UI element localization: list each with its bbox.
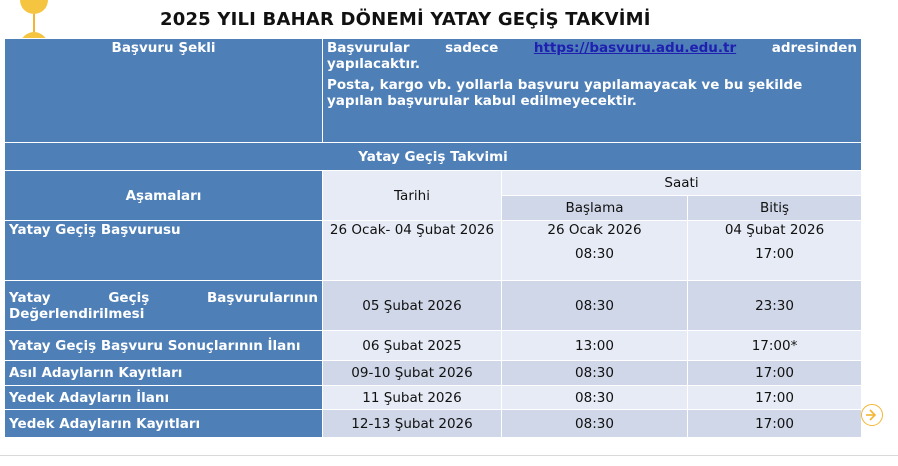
table-row <box>5 386 862 410</box>
header-row-1 <box>5 171 862 196</box>
row-asama: Asıl Adayların Kayıtları <box>5 361 323 386</box>
table-row <box>5 221 862 281</box>
table-row <box>5 361 862 386</box>
row-baslama <box>502 221 688 281</box>
row-bitis: 17:00 <box>688 410 862 438</box>
chevron-right-circle-icon <box>865 408 879 422</box>
decorative-circle <box>20 0 48 14</box>
row-bitis-date: 04 Şubat 2026 <box>724 222 825 238</box>
table-row <box>5 410 862 438</box>
row-tarih: 26 Ocak- 04 Şubat 2026 <box>323 221 502 281</box>
header-bitis: Bitiş <box>688 196 862 221</box>
header-saati: Saati <box>502 171 862 196</box>
row-bitis: 17:00 <box>688 386 862 410</box>
row-bitis: 23:30 <box>688 281 862 331</box>
row-tarih: 05 Şubat 2026 <box>323 281 502 331</box>
row-bitis: 17:00* <box>688 331 862 361</box>
header-baslama: Başlama <box>502 196 688 221</box>
row-tarih: 06 Şubat 2025 <box>323 331 502 361</box>
table-row <box>5 331 862 361</box>
application-line1-before: Başvurular sadece <box>327 40 499 56</box>
row-tarih: 11 Şubat 2026 <box>323 386 502 410</box>
application-line1 <box>327 40 857 56</box>
header-tarihi: Tarihi <box>323 171 502 221</box>
row-baslama: 08:30 <box>502 410 688 438</box>
application-line1-cont: yapılacaktır. <box>327 56 420 72</box>
application-method-row <box>5 39 862 143</box>
row-tarih: 09-10 Şubat 2026 <box>323 361 502 386</box>
section-title: Yatay Geçiş Takvimi <box>5 143 862 171</box>
row-tarih: 12-13 Şubat 2026 <box>323 410 502 438</box>
application-line1-after: adresinden <box>771 40 858 56</box>
section-header-row <box>5 143 862 171</box>
row-baslama: 08:30 <box>502 281 688 331</box>
header-asamalar: Aşamaları <box>5 171 323 221</box>
divider <box>0 455 898 456</box>
row-asama: Yedek Adayların Kayıtları <box>5 410 323 438</box>
row-asama: Yatay Geçiş Başvurularının Değerlendirilmesi <box>5 281 323 331</box>
row-asama: Yedek Adayların İlanı <box>5 386 323 410</box>
page-title: 2025 YILI BAHAR DÖNEMİ YATAY GEÇİŞ TAKVİMİ <box>160 9 651 30</box>
row-baslama: 08:30 <box>502 361 688 386</box>
application-link[interactable]: https://basvuru.adu.edu.tr <box>533 40 737 56</box>
row-baslama: 08:30 <box>502 386 688 410</box>
schedule-table <box>4 38 862 438</box>
row-baslama: 13:00 <box>502 331 688 361</box>
row-asama: Yatay Geçiş Başvurusu <box>5 221 323 281</box>
row-bitis <box>688 221 862 281</box>
application-method-label: Başvuru Şekli <box>5 39 323 143</box>
row-baslama-date: 26 Ocak 2026 <box>547 222 642 238</box>
row-bitis: 17:00 <box>688 361 862 386</box>
application-method-text <box>323 39 862 143</box>
table-row <box>5 281 862 331</box>
application-line2: Posta, kargo vb. yollarla başvuru yapılamayacak ve bu şekilde yapılan başvurular kabul edilmeyecektir. <box>327 77 803 109</box>
row-baslama-time: 08:30 <box>575 246 614 262</box>
row-bitis-time: 17:00 <box>755 246 794 262</box>
row-asama: Yatay Geçiş Başvuru Sonuçlarının İlanı <box>5 331 323 361</box>
next-slide-button[interactable] <box>861 404 883 426</box>
